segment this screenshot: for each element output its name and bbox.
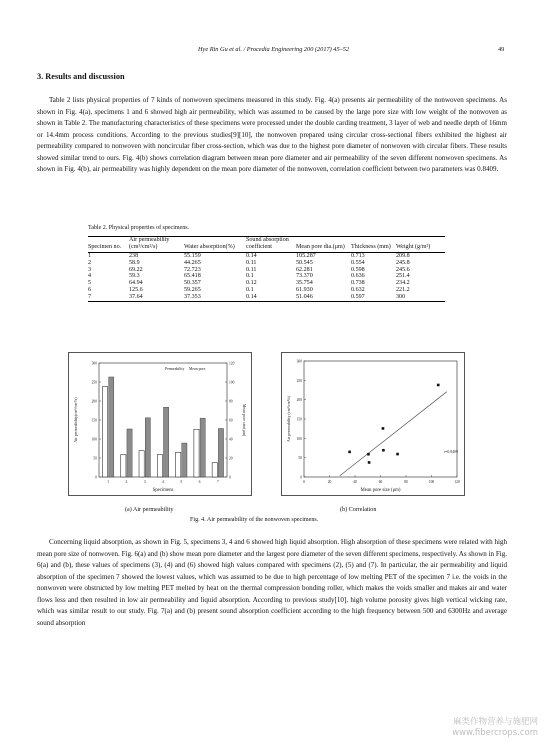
bar-mean-pore: [145, 418, 150, 477]
y2-tick-label: 100: [229, 380, 235, 385]
x-tick-label: 7: [216, 480, 219, 484]
section-heading: 3. Results and discussion: [37, 72, 125, 81]
table-cell: 0.636: [351, 273, 365, 280]
bar-mean-pore: [164, 407, 169, 477]
table-cell: 2: [88, 259, 92, 266]
journal-citation: Hye Rin Gu et al. / Procedia Engineering 200 (2017) 45–52: [198, 46, 350, 53]
table-cell: 51.046: [296, 294, 313, 301]
x-tick-label: 3: [143, 480, 146, 484]
watermark: [452, 717, 538, 739]
table-cell: 4: [88, 273, 92, 280]
figure-caption: Fig. 4. Air permeability of the nonwoven specimens.: [190, 517, 319, 523]
table-cell: 0.1: [246, 287, 254, 294]
table-row: [88, 260, 445, 267]
y-tick-label: 300: [91, 361, 97, 366]
table-header-cell: Air permeability (cm³/cm²/s): [129, 237, 170, 250]
table-row: [88, 267, 445, 274]
y-tick-label: 100: [296, 436, 302, 441]
plot-frame: [99, 363, 227, 477]
y-tick-label: 150: [296, 417, 302, 422]
table-cell: 209.8: [396, 252, 410, 259]
table-cell: 234.2: [396, 280, 410, 287]
table-header-cell: Sound absorption coefficient: [246, 237, 289, 250]
table-cell: 64.94: [129, 280, 143, 287]
table-cell: 6: [88, 287, 92, 294]
table-cell: 44.265: [184, 259, 201, 266]
properties-table: [88, 236, 445, 302]
watermark-line-1: 麻类作物营养与施肥网: [452, 717, 538, 727]
legend-label-permeability: Permeability: [165, 367, 185, 371]
table-header-cell: Specimen no.: [88, 243, 122, 250]
x-tick-label: 2: [125, 480, 128, 484]
table-cell: 0.632: [351, 287, 365, 294]
table-cell: 125.6: [129, 287, 143, 294]
correlation-scatter-chart: [282, 353, 464, 495]
table-cell: 105.287: [296, 252, 316, 259]
table-cell: 55.159: [184, 252, 201, 259]
bar-mean-pore: [109, 377, 114, 477]
bar-mean-pore: [182, 443, 187, 477]
figure-4a-panel: [68, 352, 252, 496]
table-header-cell: Water absorption(%): [184, 243, 235, 250]
y-tick-label: 300: [296, 359, 302, 364]
legend-label-mean-pore: Mean pore: [189, 367, 206, 371]
table-cell: 37.64: [129, 294, 143, 301]
y2-tick-label: 60: [229, 418, 233, 423]
table-cell: 72.723: [184, 266, 201, 273]
bar-permeability: [102, 387, 107, 477]
scatter-point: [382, 427, 385, 430]
x-tick-label: 80: [404, 480, 408, 484]
scatter-point: [437, 384, 440, 387]
x-tick-label: 60: [378, 480, 383, 484]
table-row: [88, 273, 445, 280]
paragraph-absorption: [37, 537, 507, 629]
table-cell: 300: [396, 294, 406, 301]
plot-frame: [304, 361, 457, 477]
paragraph-results-text: Table 2 lists physical properties of 7 kinds of nonwoven specimens measured in this study. Fig. 4(a) presents air permeability of the nonwoven specimens. As shown in Fig. 4(a), specimens 1 and 6 showed high air permeability, which was assumed to be caused by the large pore size with low weight of the nonwoven as shown in Table 2. The manufacturing characteristics of these specimens were processed under the double carding treatment, 3 layer of web and needle depth of 16mm or 14.4mm process conditions. According to the previous studies[9][10], the nonwoven prepared using circular cross-sectional fibers exhibited the highest air permeability compared to nonwoven with noncircular fiber cross-section, which was due to the highest pore diameter of nonwoven with circular fibers. These results showed similar trend to ours. Fig. 4(b) shows correlation diagram between mean pore diameter and air permeability of the seven different nonwoven specimens. As shown in Fig. 4(b), air permeability was highly dependent on the mean pore diameter of the nonwoven, correlation coefficient between two parameters was 0.8409.: [37, 96, 507, 174]
paragraph-absorption-text: Concerning liquid absorption, as shown in Fig. 5, specimens 3, 4 and 6 showed high liquid absorption. High absorption of these specimens were related with high mean pore size of nonwoven. Fig. 6(a) and (b) show mean pore diameter and the largest pore diameter of the seven different specimens, respectively. As shown in Fig. 6(a) and (b), these values of specimens (3), (4) and (6) showed high values compared with specimens (2), (5) and (7). In particular, the air permeability and liquid absorption of the specimen 7 showed the lowest values, which was assumed to be due to high percentage of low melting PET of the specimen 7 i.e. the voids in the nonwoven were obstructed by low melting PET melted by heat on the thermal compression bonding roller, which makes the voids smaller and makes air and water flows less and then resulted in low air permeability and liquid absorption. According to previous study[10], high volume porosity gives high vertical wicking rate, which was similar result to our study. Fig. 7(a) and (b) present sound absorption coefficient according to the high frequency between 500 and 6300Hz and average sound absorption: [37, 538, 507, 627]
table-cell: 0.14: [246, 252, 257, 259]
air-permeability-bar-chart: [69, 353, 251, 495]
table-header-cell: Thickness (mm): [351, 243, 391, 250]
table-cell: 0.1: [246, 273, 254, 280]
table-cell: 0.598: [351, 266, 365, 273]
y-tick-label: 150: [91, 418, 97, 423]
table-row: [88, 294, 445, 301]
subcaption-b: (b) Correlation: [340, 507, 377, 513]
scatter-point: [368, 461, 371, 464]
watermark-line-2: www.fibercrops.com: [452, 728, 538, 738]
table-cell: 245.8: [396, 259, 410, 266]
table-cell: 73.370: [296, 273, 313, 280]
scatter-point: [348, 451, 351, 454]
table-cell: 251.4: [396, 273, 410, 280]
table-cell: 7: [88, 294, 92, 301]
bar-permeability: [157, 454, 162, 477]
table-cell: 50.545: [296, 259, 313, 266]
scatter-point: [382, 449, 385, 452]
table-cell: 61.930: [296, 287, 313, 294]
y2-tick-label: 0: [229, 475, 231, 480]
y-axis-label: Air permeability(cm³/cm²/s): [73, 397, 78, 443]
table-row: [88, 252, 445, 259]
table-cell: 238: [129, 252, 139, 259]
x-tick-label: 40: [353, 480, 357, 484]
table-caption: Table 2. Physical properties of specimens.: [88, 225, 190, 231]
bar-permeability: [139, 451, 144, 477]
table-cell: 35.754: [296, 280, 313, 287]
x-tick-label: 100: [428, 480, 435, 484]
table-cell: 0.11: [246, 259, 257, 266]
x-tick-label: 20: [327, 480, 332, 484]
bar-mean-pore: [127, 429, 132, 477]
table-cell: 221.2: [396, 287, 410, 294]
table-cell: 1: [88, 252, 92, 259]
table-cell: 0.14: [246, 294, 257, 301]
bar-permeability: [121, 455, 126, 477]
scatter-point: [396, 453, 399, 456]
table-cell: 37.353: [184, 294, 201, 301]
y-tick-label: 250: [91, 380, 97, 385]
y2-tick-label: 80: [229, 399, 233, 404]
x-axis-label: Specimens: [152, 488, 174, 493]
correlation-annotation: r=0.8409: [444, 450, 458, 454]
bar-permeability: [212, 463, 217, 477]
y-tick-label: 200: [296, 398, 302, 403]
x-tick-label: 1: [107, 480, 110, 484]
table-cell: 3: [88, 266, 92, 273]
subcaption-a: (a) Air permeability: [125, 507, 174, 513]
table-cell: 0.554: [351, 259, 365, 266]
y-tick-label: 200: [91, 399, 97, 404]
y-axis-label: Air permeability (cm³/cm²/s): [286, 395, 291, 443]
table-cell: 0.12: [246, 280, 257, 287]
page-number: 49: [498, 46, 505, 53]
x-axis-label: Mean pore size (μm): [360, 488, 401, 493]
table-cell: 69.22: [129, 266, 143, 273]
table-cell: 245.6: [396, 266, 410, 273]
trend-line: [340, 392, 447, 476]
table-cell: 5: [88, 280, 92, 287]
y-tick-label: 100: [91, 437, 97, 442]
table-body: [88, 252, 445, 302]
x-tick-label: 6: [198, 480, 201, 484]
table-row: [88, 287, 445, 294]
table-cell: 0.738: [351, 280, 365, 287]
y2-axis-label: Mean pore size(μm): [242, 403, 247, 437]
table-header-row: [88, 237, 445, 253]
table-header-cell: Mean pore dia.(μm): [296, 243, 345, 250]
table-cell: 0.597: [351, 294, 365, 301]
table-cell: 59.265: [184, 287, 201, 294]
scatter-point: [367, 453, 370, 456]
table-cell: 50.357: [184, 280, 201, 287]
x-tick-label: 4: [162, 480, 164, 484]
bar-permeability: [176, 452, 181, 477]
y-tick-label: 250: [296, 378, 302, 383]
table-header-cell: Weight (g/m²): [396, 243, 431, 250]
x-tick-label: 0: [303, 480, 305, 484]
y-tick-label: 50: [298, 456, 302, 461]
y2-tick-label: 20: [229, 456, 233, 461]
table-cell: 58.9: [129, 259, 140, 266]
y-tick-label: 50: [93, 456, 97, 461]
y-tick-label: 0: [95, 475, 97, 480]
table-row: [88, 280, 445, 287]
table-cell: 65.418: [184, 273, 201, 280]
bar-mean-pore: [200, 418, 205, 477]
x-tick-label: 5: [180, 480, 183, 484]
bar-permeability: [194, 429, 199, 477]
paragraph-results: [37, 95, 507, 176]
figure-4b-panel: [281, 352, 465, 496]
y2-tick-label: 40: [229, 437, 233, 442]
table-cell: 62.281: [296, 266, 313, 273]
y-tick-label: 0: [300, 475, 302, 480]
table-cell: 0.713: [351, 252, 365, 259]
table-cell: 0.11: [246, 266, 257, 273]
x-tick-label: 120: [454, 480, 460, 484]
table-cell: 59.3: [129, 273, 140, 280]
bar-mean-pore: [218, 429, 223, 477]
y2-tick-label: 120: [229, 361, 235, 366]
